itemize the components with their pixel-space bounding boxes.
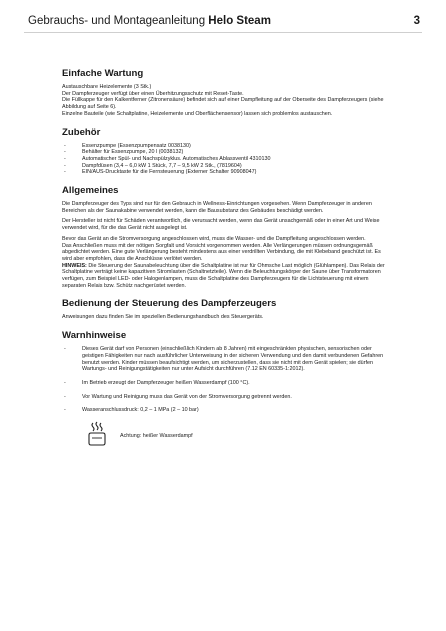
hot-steam-warning <box>62 421 386 451</box>
document-body <box>62 68 386 460</box>
hot-steam-icon <box>86 421 108 447</box>
list-item: - EIN/AUS-Drucktaste für die Fernsteuerung (Externer Schalter 90908047) <box>62 169 386 176</box>
paragraph: Austauschbare Heizelemente (3 Stk.) <box>62 84 152 90</box>
note-paragraph <box>62 263 386 290</box>
list-item: - Wasseranschlussdruck: 0,2 – 1 MPa (2 – 10 bar) <box>62 407 386 414</box>
note-label: HINWEIS: <box>62 262 87 269</box>
section-warnhinweise <box>62 330 386 451</box>
section-bedienung <box>62 298 386 321</box>
paragraph: Anweisungen dazu finden Sie im speziellen Bedienungshandbuch des Steuergeräts. <box>62 314 264 321</box>
title-product: Helo Steam <box>208 15 271 27</box>
section-allgemeines <box>62 185 386 289</box>
list-item: - Dampfdüsen (3,4 – 6,0 kW 1 Stück, 7,7 – 9,5 kW 2 Stk., (7819604) <box>62 163 386 170</box>
paragraph: Bevor das Gerät an die Stromversorgung angeschlossen wird, muss die Wasser- und die Dampfleitung angeschlossen werden. <box>62 235 366 242</box>
section-heading: Zubehör <box>62 126 101 138</box>
section-zubehoer <box>62 127 386 177</box>
icon-caption: Achtung: heißer Wasserdampf <box>120 433 193 440</box>
paragraph: Der Dampferzeuger verfügt über einen Überhitzungsschutz mit Reset-Taste. <box>62 90 244 97</box>
paragraph: Das Anschließen muss mit der nötigen Sorgfalt und Vorsicht vorgenommen werden. Alle Verlängerungen müssen ordnungsgemäß abgedichtet werden. Eine gute Verlängerung besteht mindestens aus einer verdrillten Verbindung, die mit Klebeband geschützt ist. Es wird aber empfohlen, dass die Anschlüsse verlötet werden. <box>62 242 381 262</box>
section-heading: Bedienung der Steuerung des Dampferzeugers <box>62 298 277 310</box>
section-heading: Warnhinweise <box>62 330 127 342</box>
page-header <box>24 12 422 33</box>
list-item: - Essenzpumpe (Essenzpumpensatz 0038130) <box>62 143 386 150</box>
paragraph: Einzelne Bauteile (wie Schaltplatine, Heizelemente und Oberflächensensor) lassen sich problemlos austauschen. <box>62 110 333 117</box>
document-title <box>28 15 271 27</box>
section-wartung <box>62 68 386 118</box>
list-item: - Automatischer Spül- und Nachspülzyklus. Automatisches Ablassventil 4310130 <box>62 156 386 163</box>
section-heading: Allgemeines <box>62 185 119 197</box>
paragraph: Der Hersteller ist nicht für Schäden verantwortlich, die verursacht werden, wenn das Gerät unsachgemäß oder in einer Art und Weise verwendet wird, für die das Gerät nicht ausgelegt ist. <box>62 218 380 232</box>
paragraph: Die Dampferzeuger des Typs sind nur für den Gebrauch in Wellness-Einrichtungen vorgesehen. Wenn Dampferzeuger in anderen Bereichen als der Saunakabine verwendet werden, kann die Bausubstanz des Gebäudes beschädigt werden. <box>62 201 372 214</box>
list-item: - Dieses Gerät darf von Personen (einschließlich Kindern ab 8 Jahren) mit eingeschränkten physischen, sensorischen oder geistigen Fähigkeiten nur nach ausführlicher Unterweisung in der sicheren Verwendung und den damit verbundenen Gefahren benutzt werden. Kinder müssen beaufsichtigt werden, um sicherzustellen, dass sie nicht mit dem Gerät spielen; sie dürfen Wartungs- und Reinigungstätigkeiten nur unter Aufsicht durchführen (7.12 EN 60335-1:2012). <box>62 346 386 373</box>
page-number: 3 <box>413 15 420 27</box>
list-item: - Vor Wartung und Reinigung muss das Gerät von der Stromversorgung getrennt werden. <box>62 394 386 401</box>
list-item: - Behälter für Essenzpumpe, 20 l (0038132) <box>62 149 386 156</box>
section-heading: Einfache Wartung <box>62 68 144 79</box>
accessory-list <box>62 143 386 177</box>
list-item: - Im Betrieb erzeugt der Dampferzeuger heißen Wasserdampf (100 °C). <box>62 380 386 387</box>
paragraph: Die Füllkappe für den Kalkentferner (Zitronensäure) befindet sich auf einer Dampfleitung auf der Oberseite des Dampferzeugers (siehe Abbildung auf Seite 6). <box>62 97 384 111</box>
title-prefix: Gebrauchs- und Montageanleitung <box>28 15 209 27</box>
note-text: Die Steuerung der Saunabeleuchtung über die Schaltplatine ist nur für Ohmsche Last möglich (Glühlampen). Das Relais der Schaltplatine verträgt keine kapazitiven Stromlasten (Schaltnetzteile). Wenn die Beleuchtungskörper der Saune über Transformatoren verfügen, zum Beispiel LED- oder Halogenlampen, muss die Schaltplatine des Dampferzeugers für die Lichtsteuerung mit einem separaten Relais bzw. Schütz nachgerüstet werden. <box>62 262 385 289</box>
warning-list <box>62 346 386 414</box>
